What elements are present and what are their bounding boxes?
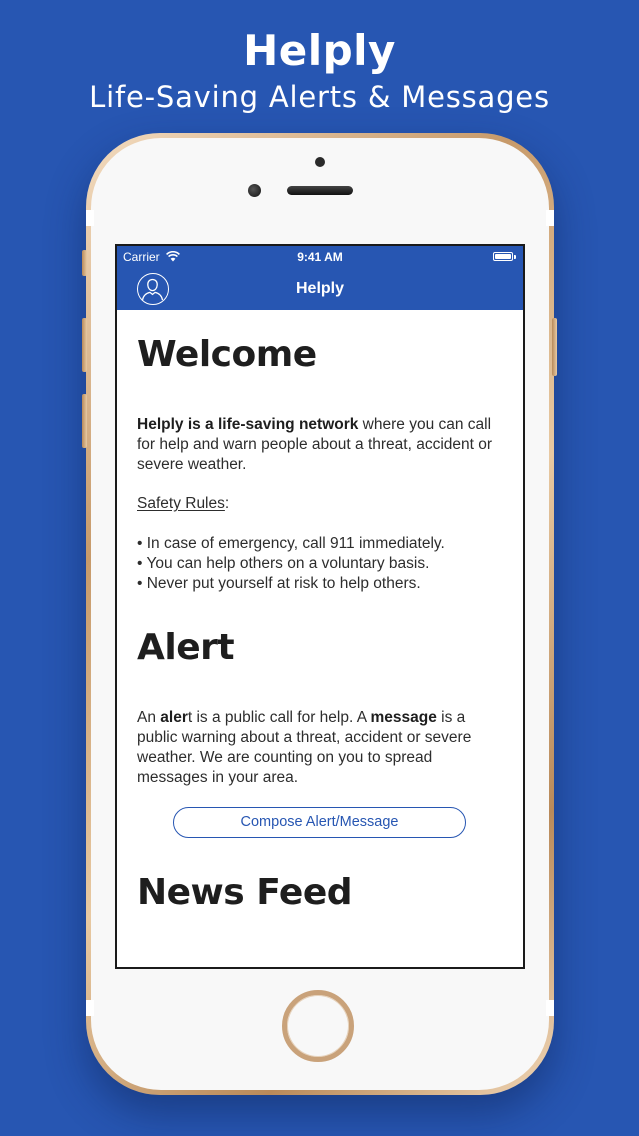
antenna-band bbox=[546, 210, 554, 226]
antenna-band bbox=[86, 1000, 94, 1016]
battery-icon bbox=[493, 252, 513, 261]
promo-title: Helply bbox=[243, 26, 396, 75]
welcome-intro bbox=[137, 415, 507, 475]
welcome-heading: Welcome bbox=[137, 334, 317, 375]
message-bold-text: message bbox=[370, 709, 437, 726]
safety-rules-label bbox=[137, 494, 229, 514]
antenna-band bbox=[546, 1000, 554, 1016]
phone-screen bbox=[115, 244, 525, 969]
compose-alert-button[interactable]: Compose Alert/Message bbox=[173, 807, 466, 838]
antenna-band bbox=[86, 210, 94, 226]
navigation-bar bbox=[117, 268, 523, 310]
intro-bold-text: Helply is a life-saving network bbox=[137, 416, 359, 433]
front-camera bbox=[315, 157, 325, 167]
alert-text: t is a public call for help. A bbox=[187, 709, 371, 726]
alert-text: An bbox=[137, 709, 161, 726]
volume-down-button bbox=[82, 394, 87, 448]
earpiece-speaker bbox=[287, 186, 353, 195]
list-item: • In case of emergency, call 911 immediately. bbox=[137, 535, 445, 552]
alert-description bbox=[137, 708, 507, 788]
status-bar bbox=[117, 246, 523, 268]
alert-text: is a public warning about a threat, accident or severe weather. We are counting on you to spread messages in your area. bbox=[137, 709, 472, 786]
nav-title: Helply bbox=[295, 280, 344, 297]
promo-subtitle: Life-Saving Alerts & Messages bbox=[89, 80, 550, 114]
alert-bold-text: aler bbox=[160, 709, 188, 726]
status-time: 9:41 AM bbox=[297, 250, 343, 264]
alert-heading: Alert bbox=[137, 627, 235, 668]
list-item: • Never put yourself at risk to help others. bbox=[137, 575, 421, 592]
intro-text: where you can call for help and warn people about a threat, accident or severe weather. bbox=[137, 416, 493, 473]
volume-up-button bbox=[82, 318, 87, 372]
power-button bbox=[552, 318, 557, 376]
battery-tip bbox=[514, 255, 516, 259]
mute-switch bbox=[82, 250, 87, 276]
list-item: • You can help others on a voluntary basis. bbox=[137, 555, 430, 572]
news-feed-heading: News Feed bbox=[137, 872, 352, 913]
home-button[interactable] bbox=[282, 990, 354, 1062]
carrier-label: Carrier bbox=[123, 250, 160, 264]
safety-rules-list bbox=[137, 534, 507, 594]
safety-rules-colon: : bbox=[224, 495, 230, 512]
proximity-sensor bbox=[248, 184, 261, 197]
safety-rules-link-text: Safety Rules bbox=[137, 495, 225, 512]
